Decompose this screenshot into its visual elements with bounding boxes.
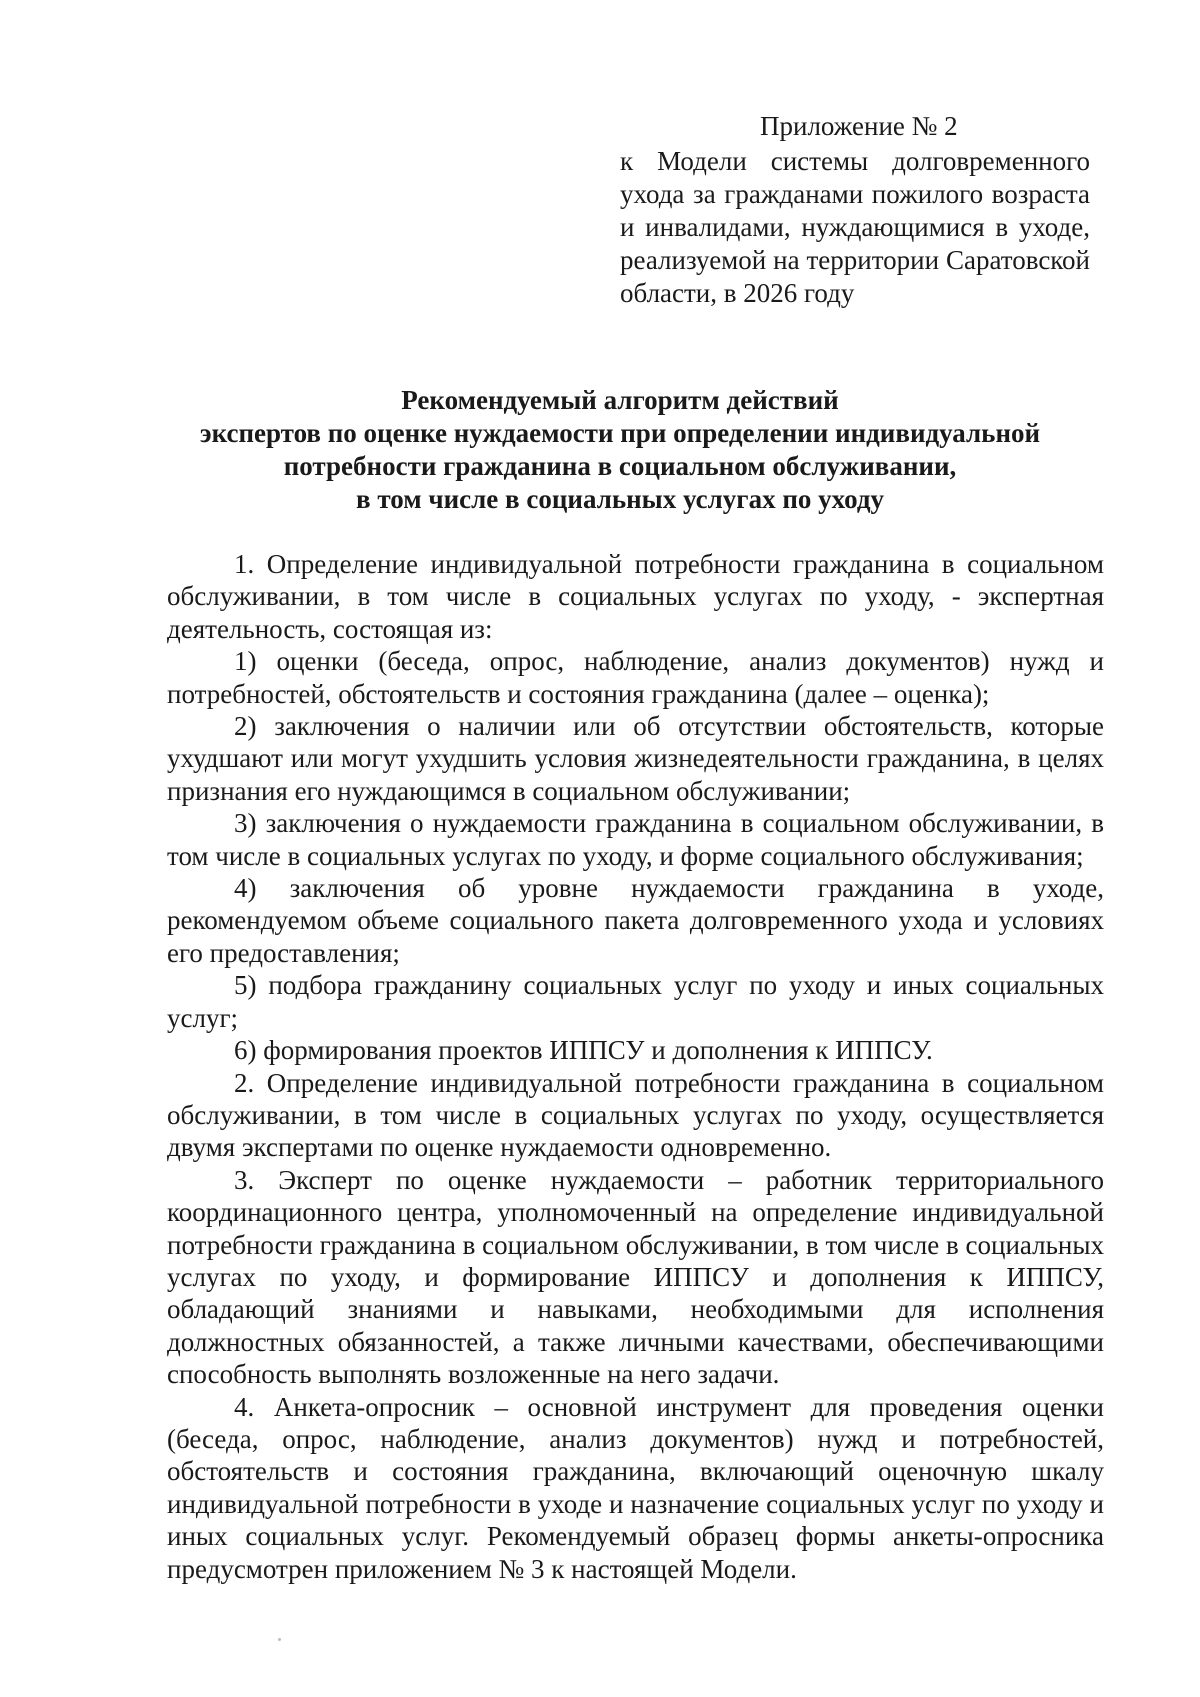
list-item-3: 3) заключения о нуждаемости гражданина в социальном обслуживании, в том числе в социальных услугах по уходу, и форме социального обслуживания; <box>167 808 1104 871</box>
list-item-5: 5) подбора гражданину социальных услуг по уходу и иных социальных услуг; <box>167 970 1104 1033</box>
paragraph-4: 4. Анкета-опросник – основной инструмент для проведения оценки (беседа, опрос, наблюдение, анализ документов) нужд и потребностей, обстоятельств и состояния гражданина, включающий оценочную шкалу индивидуальной потребности в уходе и назначение социальных услуг по уходу и иных социальных услуг. Рекомендуемый образец формы анкеты-опросника предусмотрен приложением № 3 к настоящей Модели. <box>167 1391 1104 1584</box>
title-line: экспертов по оценке нуждаемости при определении индивидуальной <box>199 418 1041 448</box>
list-item-1: 1) оценки (беседа, опрос, наблюдение, анализ документов) нужд и потребностей, обстоятельств и состояния гражданина (далее – оценка); <box>167 646 1104 709</box>
appendix-number: Приложение № 2 <box>760 111 958 141</box>
title-line: потребности гражданина в социальном обслуживании, <box>283 451 957 481</box>
appendix-header <box>620 110 1090 310</box>
paragraph-2: 2. Определение индивидуальной потребности гражданина в социальном обслуживании, в том числе в социальных услугах по уходу, осуществляется двумя экспертами по оценке нуждаемости одновременно. <box>167 1067 1104 1163</box>
scan-speck <box>278 1638 281 1641</box>
title-line: Рекомендуемый алгоритм действий <box>401 385 839 415</box>
title-line: в том числе в социальных услугах по уходу <box>356 484 884 514</box>
paragraph-1: 1. Определение индивидуальной потребности гражданина в социальном обслуживании, в том числе в социальных услугах по уходу, - экспертная деятельность, состоящая из: <box>167 549 1104 644</box>
document-title <box>150 384 1090 516</box>
paragraph-3: 3. Эксперт по оценке нуждаемости – работник территориального координационного центра, уполномоченный на определение индивидуальной потребности гражданина в социальном обслуживании, в том числе в социальных услугах по уходу, и формирование ИППСУ и дополнения к ИППСУ, обладающий знаниями и навыками, необходимыми для исполнения должностных обязанностей, а также личными качествами, обеспечивающими способность выполнять возложенные на него задачи. <box>167 1164 1104 1390</box>
document-body <box>167 548 1104 1585</box>
appendix-text: к Модели системы долговременного ухода за гражданами пожилого возраста и инвалидами, нуждающимися в уходе, реализуемой на территории Саратовской области, в 2026 году <box>620 146 1090 308</box>
list-item-4: 4) заключения об уровне нуждаемости гражданина в уходе, рекомендуемом объеме социального пакета долговременного ухода и условиях его предоставления; <box>167 873 1104 968</box>
list-item-6: 6) формирования проектов ИППСУ и дополнения к ИППСУ. <box>234 1035 933 1066</box>
list-item-2: 2) заключения о наличии или об отсутствии обстоятельств, которые ухудшают или могут ухудшить условия жизнедеятельности гражданина, в целях признания его нуждающимся в социальном обслуживании; <box>167 711 1104 806</box>
